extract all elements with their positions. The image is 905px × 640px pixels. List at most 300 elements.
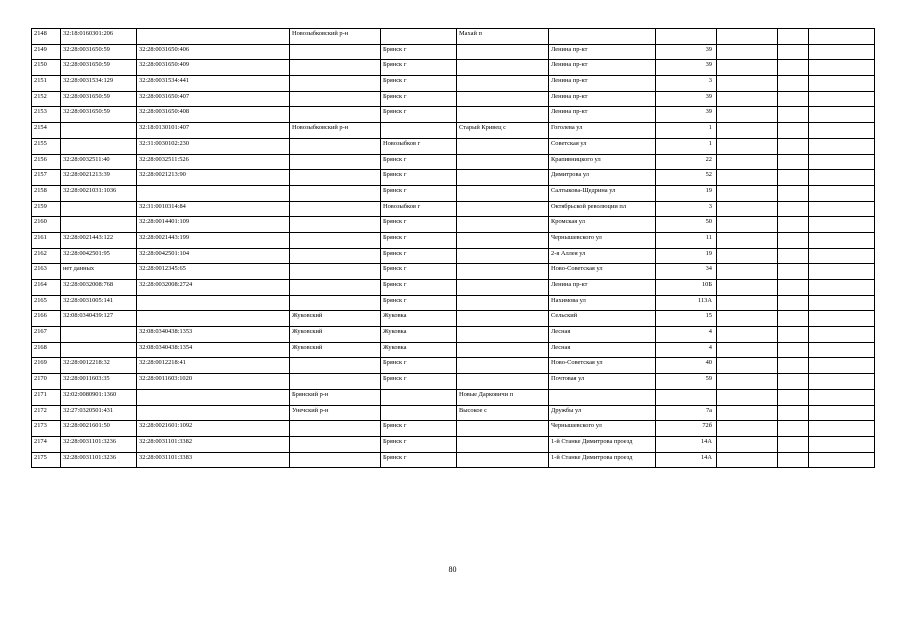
extra-col-1-cell: [717, 374, 778, 390]
city-cell: Брянск г: [381, 217, 457, 233]
extra-col-3-cell: [809, 91, 875, 107]
extra-col-2-cell: [778, 29, 809, 45]
house-number-cell: 39: [656, 107, 717, 123]
row-number-cell: 2148: [32, 29, 61, 45]
extra-col-2-cell: [778, 91, 809, 107]
district-cell: [290, 295, 381, 311]
table-row: [32, 154, 875, 170]
extra-col-1-cell: [717, 358, 778, 374]
district-cell: Жуковский: [290, 342, 381, 358]
district-cell: Новозыбковский р-н: [290, 123, 381, 139]
extra-col-2-cell: [778, 342, 809, 358]
extra-col-3-cell: [809, 107, 875, 123]
city-cell: Брянск г: [381, 374, 457, 390]
street-cell: Почтовая ул: [549, 374, 656, 390]
settlement-cell: [457, 138, 549, 154]
table-row: [32, 217, 875, 233]
district-cell: [290, 107, 381, 123]
house-number-cell: 14А: [656, 452, 717, 468]
street-cell: Крапивницкого ул: [549, 154, 656, 170]
extra-col-3-cell: [809, 389, 875, 405]
extra-col-3-cell: [809, 123, 875, 139]
building-number-cell: 32:08:0340438:1354: [137, 342, 290, 358]
building-number-cell: 32:08:0340438:1353: [137, 327, 290, 343]
street-cell: Чернышевского ул: [549, 232, 656, 248]
extra-col-1-cell: [717, 91, 778, 107]
parcel-number-cell: 32:28:0031534:129: [61, 76, 137, 92]
row-number-cell: 2166: [32, 311, 61, 327]
extra-col-1-cell: [717, 170, 778, 186]
extra-col-1-cell: [717, 342, 778, 358]
row-number-cell: 2162: [32, 248, 61, 264]
settlement-cell: [457, 280, 549, 296]
row-number-cell: 2152: [32, 91, 61, 107]
settlement-cell: [457, 44, 549, 60]
settlement-cell: Высокое с: [457, 405, 549, 421]
extra-col-1-cell: [717, 264, 778, 280]
city-cell: [381, 123, 457, 139]
district-cell: [290, 76, 381, 92]
district-cell: [290, 185, 381, 201]
extra-col-3-cell: [809, 327, 875, 343]
city-cell: Брянск г: [381, 44, 457, 60]
parcel-number-cell: 32:28:0031650:59: [61, 91, 137, 107]
extra-col-1-cell: [717, 295, 778, 311]
table-row: [32, 185, 875, 201]
parcel-number-cell: нет данных: [61, 264, 137, 280]
extra-col-2-cell: [778, 154, 809, 170]
street-cell: Октябрьской революции пл: [549, 201, 656, 217]
district-cell: [290, 421, 381, 437]
house-number-cell: 1: [656, 138, 717, 154]
parcel-number-cell: 32:28:0031005:141: [61, 295, 137, 311]
parcel-number-cell: [61, 201, 137, 217]
table-row: [32, 44, 875, 60]
row-number-cell: 2154: [32, 123, 61, 139]
settlement-cell: Старый Кривец с: [457, 123, 549, 139]
district-cell: [290, 91, 381, 107]
extra-col-3-cell: [809, 170, 875, 186]
extra-col-3-cell: [809, 248, 875, 264]
row-number-cell: 2157: [32, 170, 61, 186]
parcel-number-cell: 32:28:0031101:3236: [61, 436, 137, 452]
table-row: [32, 60, 875, 76]
district-cell: [290, 232, 381, 248]
settlement-cell: [457, 107, 549, 123]
street-cell: Ленина пр-кт: [549, 76, 656, 92]
row-number-cell: 2174: [32, 436, 61, 452]
table-row: [32, 107, 875, 123]
street-cell: Ленина пр-кт: [549, 107, 656, 123]
row-number-cell: 2163: [32, 264, 61, 280]
district-cell: [290, 248, 381, 264]
city-cell: Жуковка: [381, 342, 457, 358]
extra-col-2-cell: [778, 405, 809, 421]
settlement-cell: [457, 295, 549, 311]
house-number-cell: 50: [656, 217, 717, 233]
city-cell: Брянск г: [381, 436, 457, 452]
table-row: [32, 232, 875, 248]
street-cell: Ленина пр-кт: [549, 44, 656, 60]
building-number-cell: 32:28:0031650:408: [137, 107, 290, 123]
building-number-cell: 32:28:0014401:109: [137, 217, 290, 233]
row-number-cell: 2169: [32, 358, 61, 374]
parcel-number-cell: 32:18:0160301:206: [61, 29, 137, 45]
row-number-cell: 2158: [32, 185, 61, 201]
extra-col-1-cell: [717, 123, 778, 139]
extra-col-2-cell: [778, 44, 809, 60]
district-cell: [290, 358, 381, 374]
street-cell: Гоголева ул: [549, 123, 656, 139]
row-number-cell: 2150: [32, 60, 61, 76]
extra-col-3-cell: [809, 405, 875, 421]
extra-col-1-cell: [717, 232, 778, 248]
extra-col-1-cell: [717, 154, 778, 170]
house-number-cell: 39: [656, 60, 717, 76]
table-row: [32, 280, 875, 296]
settlement-cell: Новые Дарковичи п: [457, 389, 549, 405]
parcel-number-cell: 32:27:0320501:431: [61, 405, 137, 421]
extra-col-1-cell: [717, 452, 778, 468]
building-number-cell: [137, 295, 290, 311]
city-cell: Жуковка: [381, 311, 457, 327]
district-cell: [290, 436, 381, 452]
parcel-number-cell: 32:02:0080901:1360: [61, 389, 137, 405]
table-row: [32, 327, 875, 343]
district-cell: Жуковский: [290, 311, 381, 327]
house-number-cell: 4: [656, 342, 717, 358]
parcel-number-cell: 32:28:0032511:40: [61, 154, 137, 170]
table-row: [32, 201, 875, 217]
extra-col-1-cell: [717, 60, 778, 76]
city-cell: Брянск г: [381, 107, 457, 123]
city-cell: Брянск г: [381, 452, 457, 468]
table-row: [32, 29, 875, 45]
district-cell: [290, 138, 381, 154]
parcel-number-cell: [61, 217, 137, 233]
extra-col-3-cell: [809, 358, 875, 374]
building-number-cell: [137, 311, 290, 327]
house-number-cell: [656, 29, 717, 45]
building-number-cell: [137, 185, 290, 201]
extra-col-2-cell: [778, 201, 809, 217]
extra-col-1-cell: [717, 311, 778, 327]
extra-col-1-cell: [717, 217, 778, 233]
building-number-cell: 32:28:0031101:3383: [137, 452, 290, 468]
table-row: [32, 311, 875, 327]
district-cell: [290, 374, 381, 390]
city-cell: Жуковка: [381, 327, 457, 343]
extra-col-3-cell: [809, 29, 875, 45]
settlement-cell: [457, 421, 549, 437]
city-cell: Новозыбков г: [381, 201, 457, 217]
district-cell: Брянский р-н: [290, 389, 381, 405]
parcel-number-cell: 32:28:0031650:59: [61, 44, 137, 60]
row-number-cell: 2175: [32, 452, 61, 468]
city-cell: Брянск г: [381, 264, 457, 280]
parcel-number-cell: 32:28:0021601:50: [61, 421, 137, 437]
row-number-cell: 2173: [32, 421, 61, 437]
extra-col-3-cell: [809, 185, 875, 201]
settlement-cell: [457, 76, 549, 92]
street-cell: [549, 389, 656, 405]
house-number-cell: 52: [656, 170, 717, 186]
settlement-cell: [457, 217, 549, 233]
extra-col-3-cell: [809, 421, 875, 437]
parcel-number-cell: [61, 327, 137, 343]
settlement-cell: [457, 358, 549, 374]
building-number-cell: [137, 405, 290, 421]
row-number-cell: 2171: [32, 389, 61, 405]
settlement-cell: [457, 154, 549, 170]
building-number-cell: 32:28:0011603:1020: [137, 374, 290, 390]
table-row: [32, 358, 875, 374]
row-number-cell: 2167: [32, 327, 61, 343]
table-row: [32, 421, 875, 437]
table-row: [32, 138, 875, 154]
parcel-number-cell: 32:28:0021443:122: [61, 232, 137, 248]
house-number-cell: 113А: [656, 295, 717, 311]
table-row: [32, 295, 875, 311]
city-cell: Брянск г: [381, 280, 457, 296]
building-number-cell: 32:28:0031650:406: [137, 44, 290, 60]
district-cell: [290, 201, 381, 217]
settlement-cell: Махай п: [457, 29, 549, 45]
extra-col-2-cell: [778, 452, 809, 468]
parcel-number-cell: 32:28:0011603:35: [61, 374, 137, 390]
table-row: [32, 264, 875, 280]
house-number-cell: 11: [656, 232, 717, 248]
street-cell: 1-й Станке Димитрова проезд: [549, 436, 656, 452]
building-number-cell: 32:28:0031101:3382: [137, 436, 290, 452]
street-cell: Советская ул: [549, 138, 656, 154]
settlement-cell: [457, 201, 549, 217]
street-cell: Димитрова ул: [549, 170, 656, 186]
extra-col-3-cell: [809, 280, 875, 296]
table-row: [32, 405, 875, 421]
extra-col-3-cell: [809, 44, 875, 60]
building-number-cell: 32:28:0012345:65: [137, 264, 290, 280]
row-number-cell: 2151: [32, 76, 61, 92]
district-cell: [290, 60, 381, 76]
row-number-cell: 2168: [32, 342, 61, 358]
parcel-number-cell: [61, 123, 137, 139]
street-cell: Лесная: [549, 327, 656, 343]
parcel-number-cell: 32:28:0042501:95: [61, 248, 137, 264]
building-number-cell: 32:28:0031650:409: [137, 60, 290, 76]
extra-col-1-cell: [717, 138, 778, 154]
street-cell: Ново-Советская ул: [549, 264, 656, 280]
parcel-number-cell: 32:28:0031650:59: [61, 107, 137, 123]
street-cell: 2-я Аллея ул: [549, 248, 656, 264]
settlement-cell: [457, 327, 549, 343]
street-cell: [549, 29, 656, 45]
extra-col-1-cell: [717, 29, 778, 45]
extra-col-3-cell: [809, 311, 875, 327]
city-cell: Брянск г: [381, 60, 457, 76]
district-cell: [290, 264, 381, 280]
extra-col-2-cell: [778, 264, 809, 280]
city-cell: Брянск г: [381, 154, 457, 170]
extra-col-1-cell: [717, 280, 778, 296]
district-cell: Унечский р-н: [290, 405, 381, 421]
settlement-cell: [457, 91, 549, 107]
district-cell: Жуковский: [290, 327, 381, 343]
city-cell: Брянск г: [381, 232, 457, 248]
parcel-number-cell: 32:08:0340439:127: [61, 311, 137, 327]
city-cell: Брянск г: [381, 76, 457, 92]
extra-col-1-cell: [717, 76, 778, 92]
settlement-cell: [457, 185, 549, 201]
building-number-cell: 32:28:0042501:104: [137, 248, 290, 264]
table-row: [32, 76, 875, 92]
settlement-cell: [457, 60, 549, 76]
row-number-cell: 2155: [32, 138, 61, 154]
parcel-number-cell: 32:28:0021213:39: [61, 170, 137, 186]
street-cell: Лесная: [549, 342, 656, 358]
city-cell: Брянск г: [381, 421, 457, 437]
extra-col-3-cell: [809, 232, 875, 248]
city-cell: Брянск г: [381, 358, 457, 374]
page-number: 80: [448, 565, 457, 574]
row-number-cell: 2149: [32, 44, 61, 60]
table-row: [32, 342, 875, 358]
extra-col-1-cell: [717, 421, 778, 437]
extra-col-2-cell: [778, 76, 809, 92]
parcel-number-cell: 32:28:0031101:3236: [61, 452, 137, 468]
settlement-cell: [457, 436, 549, 452]
house-number-cell: 3: [656, 76, 717, 92]
district-cell: [290, 280, 381, 296]
building-number-cell: 32:31:0010314:84: [137, 201, 290, 217]
extra-col-3-cell: [809, 264, 875, 280]
street-cell: Салтыкова-Щедрина ул: [549, 185, 656, 201]
extra-col-2-cell: [778, 60, 809, 76]
row-number-cell: 2172: [32, 405, 61, 421]
house-number-cell: 19: [656, 185, 717, 201]
house-number-cell: 40: [656, 358, 717, 374]
building-number-cell: 32:28:0032511:526: [137, 154, 290, 170]
table-row: [32, 374, 875, 390]
table-row: [32, 436, 875, 452]
extra-col-3-cell: [809, 436, 875, 452]
city-cell: Новозыбков г: [381, 138, 457, 154]
city-cell: [381, 405, 457, 421]
parcel-number-cell: 32:28:0012218:32: [61, 358, 137, 374]
extra-col-3-cell: [809, 217, 875, 233]
extra-col-1-cell: [717, 436, 778, 452]
settlement-cell: [457, 311, 549, 327]
settlement-cell: [457, 248, 549, 264]
district-cell: [290, 170, 381, 186]
house-number-cell: 22: [656, 154, 717, 170]
parcel-number-cell: 32:28:0031650:59: [61, 60, 137, 76]
extra-col-1-cell: [717, 248, 778, 264]
row-number-cell: 2156: [32, 154, 61, 170]
extra-col-3-cell: [809, 138, 875, 154]
house-number-cell: 59: [656, 374, 717, 390]
house-number-cell: 15: [656, 311, 717, 327]
house-number-cell: 1: [656, 123, 717, 139]
table-row: [32, 452, 875, 468]
house-number-cell: 39: [656, 91, 717, 107]
house-number-cell: [656, 389, 717, 405]
city-cell: Брянск г: [381, 185, 457, 201]
extra-col-2-cell: [778, 185, 809, 201]
row-number-cell: 2164: [32, 280, 61, 296]
extra-col-2-cell: [778, 138, 809, 154]
table-row: [32, 91, 875, 107]
street-cell: Нахимова ул: [549, 295, 656, 311]
settlement-cell: [457, 452, 549, 468]
building-number-cell: [137, 29, 290, 45]
settlement-cell: [457, 264, 549, 280]
register-table-body: [32, 29, 875, 468]
city-cell: Брянск г: [381, 91, 457, 107]
parcel-number-cell: 32:28:0021031:1036: [61, 185, 137, 201]
table-row: [32, 123, 875, 139]
row-number-cell: 2153: [32, 107, 61, 123]
street-cell: Ленина пр-кт: [549, 60, 656, 76]
building-number-cell: 32:28:0031534:441: [137, 76, 290, 92]
district-cell: Новозыбковский р-н: [290, 29, 381, 45]
parcel-number-cell: 32:28:0032008:768: [61, 280, 137, 296]
building-number-cell: 32:18:0130101:407: [137, 123, 290, 139]
house-number-cell: 34: [656, 264, 717, 280]
parcel-number-cell: [61, 138, 137, 154]
settlement-cell: [457, 374, 549, 390]
extra-col-2-cell: [778, 358, 809, 374]
street-cell: Кромская ул: [549, 217, 656, 233]
table-row: [32, 389, 875, 405]
extra-col-1-cell: [717, 405, 778, 421]
district-cell: [290, 217, 381, 233]
street-cell: Сельский: [549, 311, 656, 327]
row-number-cell: 2161: [32, 232, 61, 248]
extra-col-3-cell: [809, 342, 875, 358]
extra-col-2-cell: [778, 311, 809, 327]
building-number-cell: 32:28:0031650:407: [137, 91, 290, 107]
district-cell: [290, 154, 381, 170]
extra-col-1-cell: [717, 44, 778, 60]
city-cell: Брянск г: [381, 248, 457, 264]
extra-col-2-cell: [778, 170, 809, 186]
city-cell: [381, 389, 457, 405]
extra-col-2-cell: [778, 107, 809, 123]
building-number-cell: 32:28:0021213:90: [137, 170, 290, 186]
building-number-cell: 32:28:0012218:41: [137, 358, 290, 374]
street-cell: Чернышевского ул: [549, 421, 656, 437]
settlement-cell: [457, 170, 549, 186]
register-table: [31, 28, 875, 468]
parcel-number-cell: [61, 342, 137, 358]
extra-col-2-cell: [778, 436, 809, 452]
settlement-cell: [457, 342, 549, 358]
street-cell: Ново-Советская ул: [549, 358, 656, 374]
extra-col-1-cell: [717, 107, 778, 123]
extra-col-3-cell: [809, 295, 875, 311]
extra-col-2-cell: [778, 232, 809, 248]
extra-col-2-cell: [778, 374, 809, 390]
street-cell: Дружбы ул: [549, 405, 656, 421]
extra-col-2-cell: [778, 421, 809, 437]
settlement-cell: [457, 232, 549, 248]
building-number-cell: 32:31:0030102:230: [137, 138, 290, 154]
extra-col-2-cell: [778, 248, 809, 264]
house-number-cell: 3: [656, 201, 717, 217]
building-number-cell: 32:28:0021601:1092: [137, 421, 290, 437]
row-number-cell: 2165: [32, 295, 61, 311]
